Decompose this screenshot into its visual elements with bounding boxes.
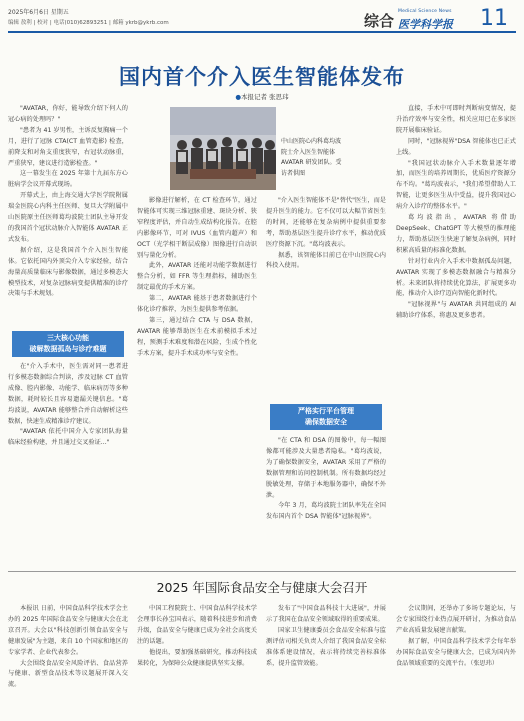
paragraph: 他提出，要加强基础研究，推动科技成果转化，为保障公众健康提供坚实支撑。: [137, 648, 257, 667]
masthead: [0, 0, 524, 44]
paragraph: 此外，AVATAR 还能对功能学数据进行整合分析，如 FFR 等生理指标，辅助医生制定最优的手术方案。: [137, 262, 257, 292]
article-byline: [0, 92, 524, 101]
paragraph: 第三，通过结合 CTA 与 DSA 数据，AVATAR 能够帮助医生在术前模拟手术过程，预测手术难度和潜在风险，生成个性化手术方案，提升手术成功率与安全性。: [137, 316, 257, 357]
paragraph: 大会围绕食品安全风险评估、食品营养与健康、新型食品技术等议题展开深入交流。: [8, 659, 128, 689]
issue-date: 2025年6月6日 星期五: [8, 9, 69, 16]
article-column-3: [266, 196, 386, 332]
paragraph: "AVATAR 依托中国介入专家团队海量临床经验构建，并且通过交叉验证...": [8, 428, 128, 447]
section-name: 综合: [364, 12, 395, 30]
article-column-2: [137, 196, 257, 560]
logo-english: Medical Science News: [398, 9, 452, 14]
paragraph: 葛均波指出，AVATAR 将借助 DeepSeek、ChatGPT 等大模型的推理能力，帮助基层医生快速了解复杂病例，同时积累高质量的标准化数据。: [396, 214, 516, 254]
team-photo: [170, 107, 276, 190]
subhead-core-functions: 三大核心功能 破解数据孤岛与诊疗难题: [12, 331, 124, 357]
editor-line: 编辑 敖利 | 校对 | 电话(010)62893251 | 邮箱 ykrb@ykrb.com: [8, 20, 169, 26]
article-headline: 国内首个介入医生智能体发布: [119, 65, 405, 89]
paragraph: 开幕式上，由上海交通大学医学院附属瑞金医院心内科主任医师、复旦大学附属中山医院原主任医师葛均波院士团队主导开发的我国首个冠状动脉介入智能体 AVATAR 正式发布。: [8, 192, 128, 243]
newspaper-logo: [398, 9, 472, 29]
paragraph: "介入医生智能体不是"替代"医生，而是提升医生的能力。它不仅可以大幅节省医生的时间，还能够在复杂病例中提供重要参考，帮助基层医生提升诊疗水平，推动优质医疗资源下沉。"葛均波表示。: [266, 197, 386, 248]
bottom-column-4: [396, 604, 516, 716]
paragraph: 据悉，该智能体目前已在中山医院心内科投入使用。: [266, 251, 386, 270]
byline-bullet: ●: [235, 93, 242, 101]
paragraph: 会议期间，还举办了多场专题论坛，与会专家围绕行业热点展开研讨，为推动食品产业高质量发展建言献策。: [396, 605, 516, 634]
masthead-rule: [8, 31, 516, 33]
paragraph: 在"介入手术中，医生需对同一患者进行多模态数据综合判读，涉及冠脉 CT 血管成像、腔内影像、功能学、临床病历等多种数据，耗时较长且容易遗漏关键信息。"葛均波说，AVATAR 能够整合并自动解析这些数据，快速生成精准诊疗建议。: [8, 363, 128, 425]
paragraph: 据介绍，这是我国首个介入医生智能体。它依托国内外顶尖介入专家经验，结合海量高质量临床与影像数据，通过多模态大模型技术，对复杂冠脉病变提供精准的诊疗决策与手术规划。: [8, 246, 128, 298]
byline-text: 本报记者 张思玮: [241, 93, 289, 101]
paragraph: 本报讯 日前，中国食品科学技术学会主办的 2025 年国际食品安全与健康大会在北京召开。大会以"科技创新引领食品安全与健康发展"为主题，来自 10 个国家和地区的专家学者、企业代表参会。: [8, 605, 128, 656]
bottom-column-3: [266, 604, 386, 716]
article-column-1b: [8, 362, 128, 560]
article-column-4: [396, 104, 516, 560]
paragraph: 这一幕发生在 2025 年第十九届东方心脏病学会议开幕式现场。: [8, 170, 128, 189]
paragraph: 针对行业内介入手术中数据孤岛问题，AVATAR 实现了多模态数据融合与精准分析。未来团队将持续优化算法，扩展更多功能，推动介入诊疗迈向智能化新时代。: [396, 257, 516, 298]
paragraph: 发布了"中国食品科技十大进展"，并展示了我国在食品安全领域取得的重要成果。: [266, 605, 386, 623]
paragraph: "我国冠状动脉介入手术数量逐年增加，而医生的培养周期长，优质医疗资源分布不均。"葛均波表示，"我们希望借助人工智能，让更多医生从中受益，提升我国冠心病介入诊疗的整体水平。": [396, 159, 516, 211]
paragraph: "在 CTA 和 DSA 的图像中，每一幅图像都可能涉及大量患者隐私。"葛均波说，为了确保数据安全，AVATAR 采用了严格的数据管理和访问控制机制。所有数据均经过脱敏处理，存储于本地服务器中，确保不外泄。: [266, 437, 386, 499]
section-divider: [8, 571, 516, 572]
article-column-3b: [266, 436, 386, 560]
paragraph: "患者为 41 岁男性，主诉反复胸痛一个月，进行了冠脉 CTA(CT 血管造影) 检查，前降支和对角支重度狭窄，右冠状动脉重，严重狭窄，建议进行造影检查。": [8, 126, 128, 167]
bottom-article-headline: 2025 年国际食品安全与健康大会召开: [156, 580, 368, 595]
bottom-column-1: [8, 604, 128, 716]
article-column-1: [8, 104, 128, 326]
subhead-data-security: 严格实行平台管理 确保数据安全: [270, 404, 382, 430]
logo-chinese: 医学科学报: [398, 18, 453, 31]
paragraph: 据了解，中国食品科学技术学会每年举办国际食品安全与健康大会，已成为国内外食品领域重要的交流平台。（张思玮）: [396, 637, 516, 667]
paragraph: 直接，手术中可即时判断病变情况，提升治疗效率与安全性，相关应用已在多家医院开展临床验证。: [396, 105, 516, 134]
paragraph: 影像进行解析，在 CT 检查环节，通过智能体可实现三维冠脉重建、斑块分析、狭窄程度评估，并自动生成结构化报告。在腔内影像环节，可对 IVUS（血管内超声）和 OCT（光学相干断层成像）图像进行自动识别与量化分析。: [137, 197, 257, 259]
paragraph: 国家卫生健康委员会食品安全标准与监测评估司相关负责人介绍了我国食品安全标准体系建设情况，表示将持续完善标准体系，提升监管效能。: [266, 626, 386, 667]
photo-caption: 中山医院心内科葛均波院士介入医生智能体 AVATAR 研发团队。受访者供图: [281, 138, 342, 177]
paragraph: 第二，AVATAR 能基于患者数据进行个体化诊疗推荐，为医生提供参考依据。: [137, 295, 257, 314]
paragraph: 同时，"冠脉视界"DSA 智能体也已正式上线。: [396, 137, 516, 156]
paragraph: 今年 3 月，葛均波院士团队率先在全国发布国内首个 DSA 智能体"冠脉视界"。: [266, 502, 386, 521]
page-number: 11: [480, 6, 508, 31]
paragraph: 中国工程院院士、中国食品科学技术学会理事长孙宝国表示，随着科技进步和消费升级，食品安全与健康已成为全社会高度关注的话题。: [137, 605, 257, 645]
paragraph: "AVATAR，你好，能导致介绍下何人的冠心病的处理吗？": [8, 105, 128, 123]
paragraph: "冠脉视界"与 AVATAR 共同组成的 AI 辅助诊疗体系，将惠及更多患者。: [396, 301, 516, 320]
photo-image: [170, 107, 276, 190]
bottom-column-2: [137, 604, 257, 716]
